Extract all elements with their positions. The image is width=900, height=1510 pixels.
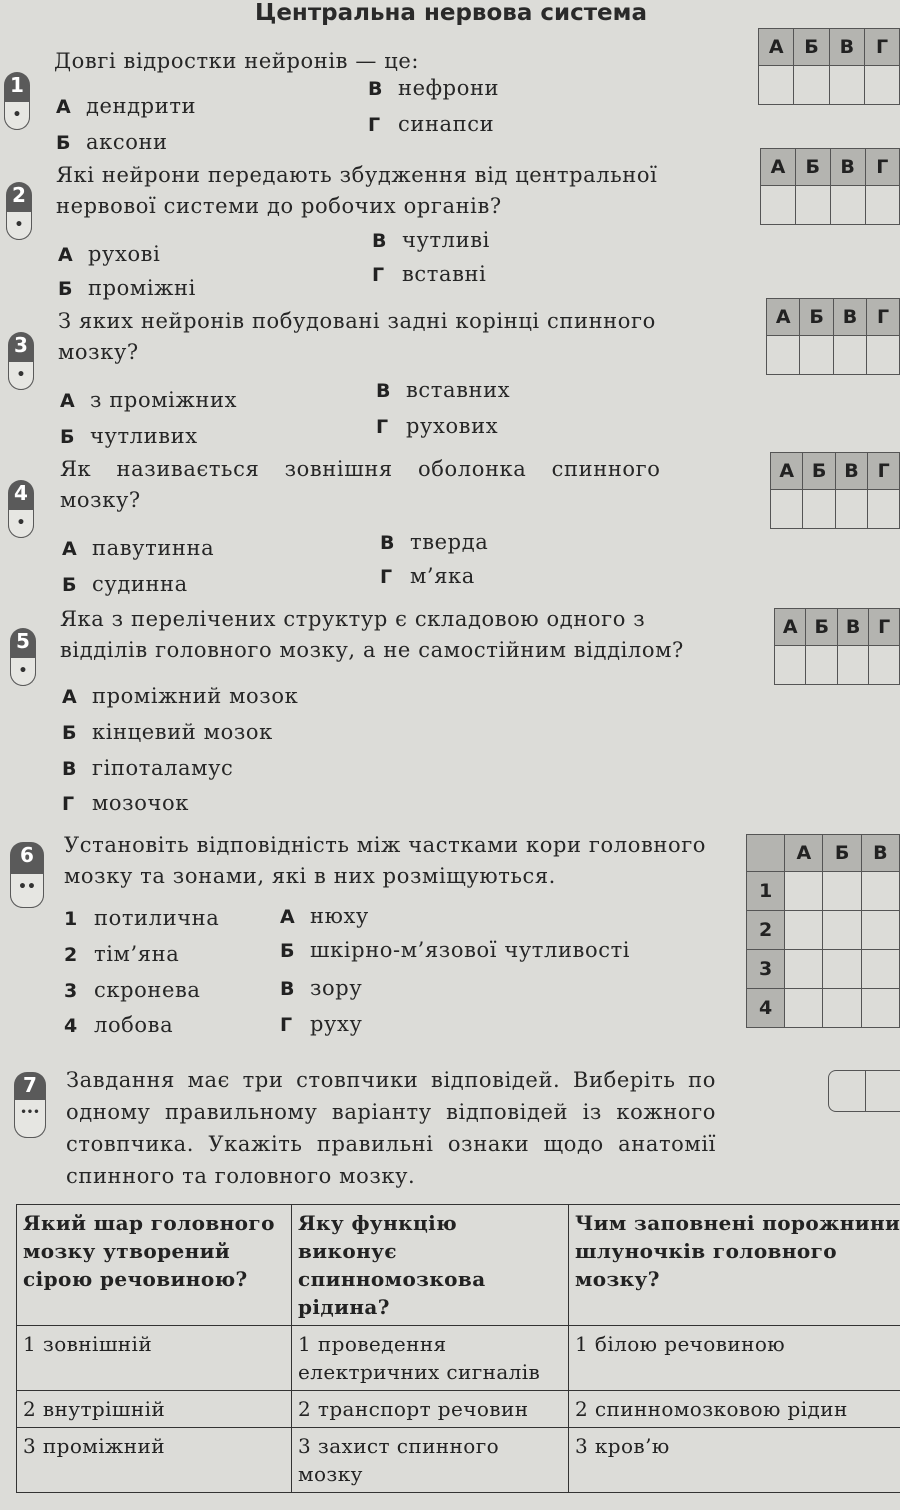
question-1-text: Довгі відростки нейронів — це: [54,49,420,73]
answer-cell[interactable] [869,646,900,685]
answer-cell[interactable] [771,490,803,529]
option-b[interactable]: Б аксони [56,130,168,154]
question-2-text: Які нейрони передають збудження від центральної нервової системи до робочих органів? [56,163,658,218]
table-header: Яку функцію виконує спинномозкова рідина? [292,1205,569,1326]
table-cell[interactable]: 1 білою речовиною [569,1326,900,1391]
question-3-text: З яких нейронів побудовані задні корінці спинного мозку? [58,309,656,364]
option-b[interactable]: Б чутливих [60,424,198,448]
answer-grid-q5: А Б В Г [774,608,900,685]
question-7-table [16,1204,900,1493]
option-b[interactable]: Б проміжні [58,276,196,300]
match-left-item: 1 потилична [64,906,220,930]
answer-box-q7[interactable] [828,1070,900,1112]
table-cell[interactable]: 3 проміжний [17,1428,292,1493]
table-cell[interactable]: 2 внутрішній [17,1391,292,1428]
answer-cell[interactable] [800,336,833,375]
option-a[interactable]: А рухові [58,242,161,266]
question-number-badge: 4 • [8,480,34,538]
answer-cell[interactable] [861,989,899,1028]
answer-cell[interactable] [823,911,861,950]
match-right-item: А нюху [280,904,369,928]
option-g[interactable]: Г рухових [376,414,499,438]
option-b[interactable]: Б кінцевий мозок [62,720,273,744]
option-g[interactable]: Г синапси [368,112,495,136]
table-cell[interactable]: 2 спинномозковою рідин [569,1391,900,1428]
option-a[interactable]: А дендрити [56,94,197,118]
answer-grid-q1: А Б В Г [758,28,900,105]
match-right-item: Б шкірно-м’язової чутливості [280,938,631,962]
answer-cell[interactable] [833,336,866,375]
option-g[interactable]: Г мозочок [62,791,189,815]
question-number-badge: 3 • [8,332,34,390]
page-title: Центральна нервова система [255,0,647,26]
answer-cell[interactable] [865,186,899,225]
answer-cell[interactable] [806,646,837,685]
answer-cell[interactable] [829,66,864,105]
table-header: Чим заповнені порожнини шлуночків головного мозку? [569,1205,900,1326]
question-number-badge: 1 • [4,72,30,130]
option-a[interactable]: А проміжний мозок [62,684,299,708]
answer-cell[interactable] [867,336,900,375]
table-cell[interactable]: 3 кров’ю [569,1428,900,1493]
answer-cell[interactable] [837,646,868,685]
answer-cell[interactable] [835,490,867,529]
answer-cell[interactable] [761,186,796,225]
question-5-text: Яка з перелічених структур є складовою одного з відділів головного мозку, а не самостійним відділом? [60,607,684,662]
option-a[interactable]: А з проміжних [60,388,238,412]
option-g[interactable]: Г м’яка [380,564,475,588]
answer-cell[interactable] [865,66,900,105]
option-v[interactable]: В нефрони [368,76,500,100]
option-b[interactable]: Б судинна [62,572,188,596]
answer-cell[interactable] [759,66,794,105]
answer-cell[interactable] [861,911,899,950]
question-7-text: Завдання має три стовпчики відповідей. Виберіть по одному правильному варіанту відповідей із кожного стовпчика. Укажіть правильні ознаки щодо анатомії спинного та головного мозку. [66,1068,716,1188]
answer-cell[interactable] [775,646,806,685]
answer-cell[interactable] [823,872,861,911]
answer-cell[interactable] [861,872,899,911]
table-cell[interactable]: 2 транспорт речовин [292,1391,569,1428]
answer-grid-q6: А Б В 1 2 3 4 [746,834,900,1028]
answer-grid-q2: А Б В Г [760,148,900,225]
answer-cell[interactable] [830,186,865,225]
answer-cell[interactable] [861,950,899,989]
answer-cell[interactable] [785,872,823,911]
answer-grid-q4: А Б В Г [770,452,900,529]
table-cell[interactable]: 3 захист спинного мозку [292,1428,569,1493]
answer-cell[interactable] [794,66,829,105]
question-number-badge: 5 • [10,628,36,686]
answer-cell[interactable] [868,490,900,529]
option-v[interactable]: В тверда [380,530,489,554]
answer-cell[interactable] [785,911,823,950]
table-cell[interactable]: 1 зовнішній [17,1326,292,1391]
answer-cell[interactable] [785,950,823,989]
option-v[interactable]: В гіпоталамус [62,756,234,780]
option-a[interactable]: А павутинна [62,536,215,560]
answer-cell[interactable] [795,186,830,225]
answer-cell[interactable] [767,336,800,375]
match-left-item: 4 лобова [64,1013,174,1037]
question-number-badge: 6 •• [10,842,44,908]
question-6-text: Установіть відповідність між частками кори головного мозку та зонами, які в них розміщуються. [64,833,707,888]
question-number-badge: 2 • [6,182,32,240]
answer-grid-q3: А Б В Г [766,298,900,375]
answer-cell[interactable] [785,989,823,1028]
match-right-item: В зору [280,976,363,1000]
answer-cell[interactable] [823,950,861,989]
match-left-item: 2 тім’яна [64,942,180,966]
option-v[interactable]: В вставних [376,378,511,402]
answer-cell[interactable] [803,490,835,529]
answer-cell[interactable] [823,989,861,1028]
table-header: Який шар головного мозку утворений сірою речовиною? [17,1205,292,1326]
option-g[interactable]: Г вставні [372,262,487,286]
match-right-item: Г руху [280,1012,363,1036]
question-4-text: Як називається зовнішня оболонка спинного мозку? [60,457,661,512]
table-cell[interactable]: 1 проведення електричних сигналів [292,1326,569,1391]
match-left-item: 3 скронева [64,978,201,1002]
question-number-badge: 7 ••• [14,1072,46,1138]
option-v[interactable]: В чутливі [372,228,490,252]
